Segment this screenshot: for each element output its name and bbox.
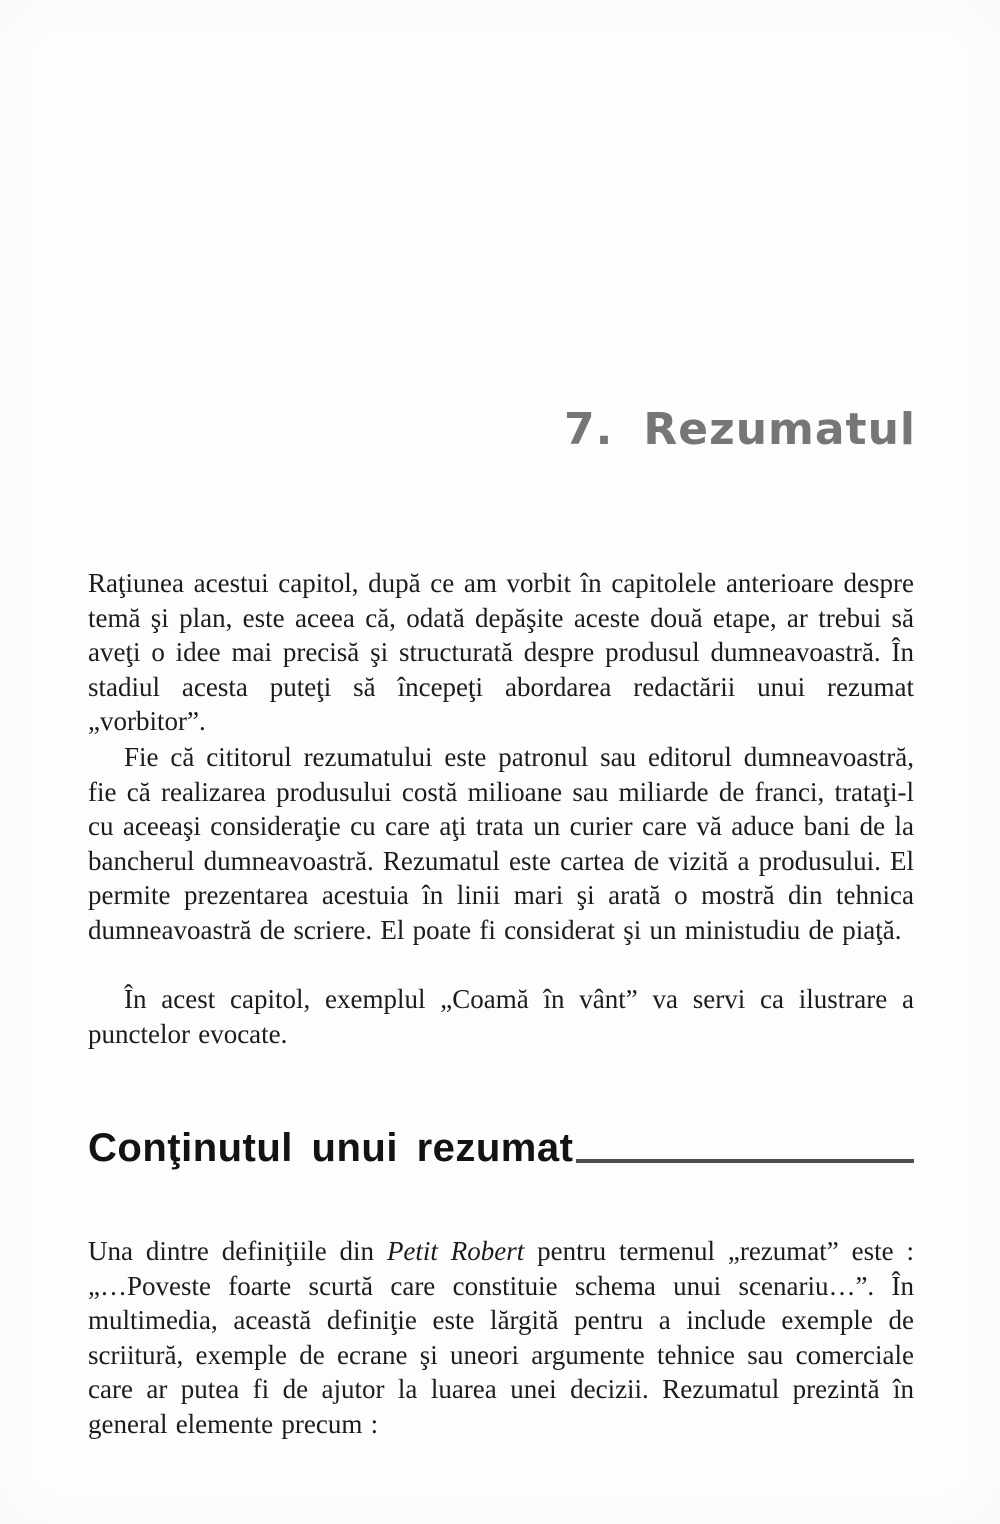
definition-text-after: pentru termenul „rezumat” este : „…Poveste foarte scurtă care constituie schema unui scenariu…”. În multimedia, această definiţie este lărgită pentru a include exemple de scriitură, exemple de ecrane şi uneori argumente tehnice sau comerciale care ar putea fi de ajutor la luarea unei decizii. Rezumatul prezintă în general elemente precum :: [88, 1236, 914, 1439]
definition-text-before: Una dintre definiţiile din: [88, 1236, 387, 1266]
heading-rule-line: [576, 1159, 914, 1163]
book-title-italic: Petit Robert: [386, 1236, 525, 1266]
intro-paragraph-2: Fie că cititorul rezumatului este patronul sau editorul dumneavoastră, fie că realizarea produsului costă milioane sau miliarde de franci, trataţi-l cu aceeaşi consideraţie cu care aţi trata un curier care vă aduce bani de la bancherul dumneavoastră. Rezumatul este cartea de vizită a produsului. El permite prezentarea acestuia în linii mari şi arată o mostră din tehnica dumneavoastră de scriere. El poate fi considerat şi un ministudiu de piaţă.: [88, 742, 914, 945]
intro-paragraph-3: În acest capitol, exemplul „Coamă în vânt” va servi ca ilustrare a punctelor evocate.: [88, 984, 914, 1049]
chapter-title: [564, 404, 916, 455]
section-heading: [88, 1126, 914, 1170]
intro-paragraph-1: Raţiunea acestui capitol, după ce am vorbit în capitolele anterioare despre temă şi plan, este aceea că, odată depăşite aceste două etape, ar trebui să aveţi o idee mai precisă şi structurată despre produsul dumneavoastră. În stadiul acesta puteţi să începeţi abordarea redactării unui rezumat „vorbitor”.: [88, 568, 914, 737]
chapter-title-text: Rezumatul: [643, 404, 916, 455]
definition-paragraph: [88, 1234, 914, 1442]
section-heading-text: Conţinutul unui rezumat: [88, 1126, 574, 1170]
chapter-number: 7.: [564, 404, 614, 455]
